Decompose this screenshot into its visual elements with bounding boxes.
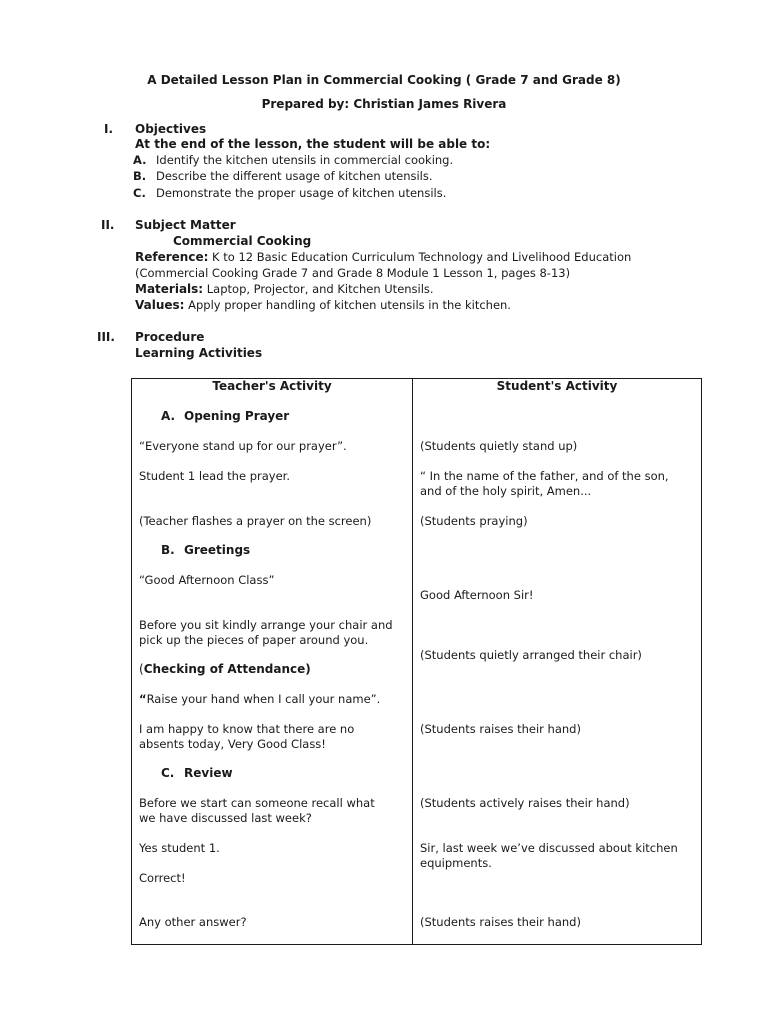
student-arranged-chair: (Students quietly arranged their chair) bbox=[420, 648, 642, 662]
objective-letter-b: B. bbox=[133, 169, 147, 183]
student-praying: (Students praying) bbox=[420, 514, 528, 528]
values-text: Apply proper handling of kitchen utensils in the kitchen. bbox=[188, 298, 511, 312]
objective-letter-a: A. bbox=[133, 153, 147, 167]
teacher-arrange-chair-1: Before you sit kindly arrange your chair and bbox=[139, 618, 393, 632]
prepared-by: Prepared by: Christian James Rivera bbox=[261, 97, 507, 111]
teacher-good-afternoon: “Good Afternoon Class” bbox=[139, 573, 275, 587]
attendance-label: Checking of Attendance bbox=[143, 662, 306, 676]
attendance-open-paren: ( bbox=[139, 662, 144, 676]
teacher-recall-2: we have discussed last week? bbox=[139, 811, 312, 825]
values-line bbox=[135, 298, 511, 312]
teacher-lead-prayer: Student 1 lead the prayer. bbox=[139, 469, 290, 483]
reference-text: K to 12 Basic Education Curriculum Technology and Livelihood Education bbox=[212, 250, 632, 264]
greetings-label: Greetings bbox=[184, 543, 251, 557]
teacher-correct: Correct! bbox=[139, 871, 186, 885]
reference-text-continued: (Commercial Cooking Grade 7 and Grade 8 Module 1 Lesson 1, pages 8-13) bbox=[135, 266, 571, 280]
greetings-letter: B. bbox=[161, 543, 175, 557]
raise-hand-text: Raise your hand when I call your name”. bbox=[146, 692, 381, 706]
student-raises-hand-2: (Students raises their hand) bbox=[420, 915, 581, 929]
subject-topic: Commercial Cooking bbox=[173, 234, 312, 248]
opening-prayer-label: Opening Prayer bbox=[184, 409, 290, 423]
review-label: Review bbox=[184, 766, 233, 780]
checking-attendance-heading bbox=[139, 662, 311, 676]
student-stand-up: (Students quietly stand up) bbox=[420, 439, 578, 453]
section-number-subject-matter: II. bbox=[101, 218, 115, 232]
teacher-prayer-call: “Everyone stand up for our prayer”. bbox=[139, 439, 347, 453]
student-actively-raises: (Students actively raises their hand) bbox=[420, 796, 630, 810]
student-raises-hand-1: (Students raises their hand) bbox=[420, 722, 581, 736]
materials-line bbox=[135, 282, 434, 296]
section-number-procedure: III. bbox=[97, 330, 115, 344]
teacher-happy-1: I am happy to know that there are no bbox=[139, 722, 355, 736]
objective-item-b: Describe the different usage of kitchen utensils. bbox=[156, 169, 433, 183]
section-number-objectives: I. bbox=[104, 122, 114, 136]
learning-activities-heading: Learning Activities bbox=[135, 346, 263, 360]
objective-item-a: Identify the kitchen utensils in commercial cooking. bbox=[156, 153, 454, 167]
review-heading bbox=[161, 766, 233, 780]
teacher-activity-header: Teacher's Activity bbox=[212, 379, 332, 393]
teacher-activity-column bbox=[132, 379, 413, 945]
teacher-flashes-prayer: (Teacher flashes a prayer on the screen) bbox=[139, 514, 372, 528]
opening-prayer-letter: A. bbox=[161, 409, 176, 423]
student-good-afternoon: Good Afternoon Sir! bbox=[420, 588, 534, 602]
objectives-intro: At the end of the lesson, the student will be able to: bbox=[135, 137, 491, 151]
reference-label: Reference: bbox=[135, 250, 209, 264]
student-last-week-1: Sir, last week we’ve discussed about kitchen bbox=[420, 841, 678, 855]
opening-prayer-heading bbox=[161, 409, 289, 423]
teacher-raise-hand bbox=[139, 692, 380, 706]
objective-item-c: Demonstrate the proper usage of kitchen utensils. bbox=[156, 186, 447, 200]
student-activity-column bbox=[413, 379, 702, 945]
review-letter: C. bbox=[161, 766, 175, 780]
activities-table bbox=[131, 378, 702, 945]
reference-line bbox=[135, 250, 631, 264]
greetings-heading bbox=[161, 543, 250, 557]
objective-letter-c: C. bbox=[133, 186, 146, 200]
materials-label: Materials: bbox=[135, 282, 204, 296]
teacher-happy-2: absents today, Very Good Class! bbox=[139, 737, 326, 751]
raise-hand-open-quote: “ bbox=[139, 692, 147, 706]
student-prayer-1: “ In the name of the father, and of the son, bbox=[420, 469, 669, 483]
teacher-recall-1: Before we start can someone recall what bbox=[139, 796, 375, 810]
teacher-arrange-chair-2: pick up the pieces of paper around you. bbox=[139, 633, 369, 647]
teacher-yes-student: Yes student 1. bbox=[139, 841, 220, 855]
teacher-other-answer: Any other answer? bbox=[139, 915, 247, 929]
student-last-week-2: equipments. bbox=[420, 856, 492, 870]
student-prayer-2: and of the holy spirit, Amen... bbox=[420, 484, 592, 498]
section-heading-subject-matter: Subject Matter bbox=[135, 218, 236, 232]
student-activity-header: Student's Activity bbox=[496, 379, 618, 393]
values-label: Values: bbox=[135, 298, 185, 312]
document-title: A Detailed Lesson Plan in Commercial Cooking ( Grade 7 and Grade 8) bbox=[147, 73, 621, 87]
materials-text: Laptop, Projector, and Kitchen Utensils. bbox=[206, 282, 434, 296]
section-heading-procedure: Procedure bbox=[135, 330, 205, 344]
attendance-close-paren: ) bbox=[305, 662, 311, 676]
section-heading-objectives: Objectives bbox=[135, 122, 207, 136]
